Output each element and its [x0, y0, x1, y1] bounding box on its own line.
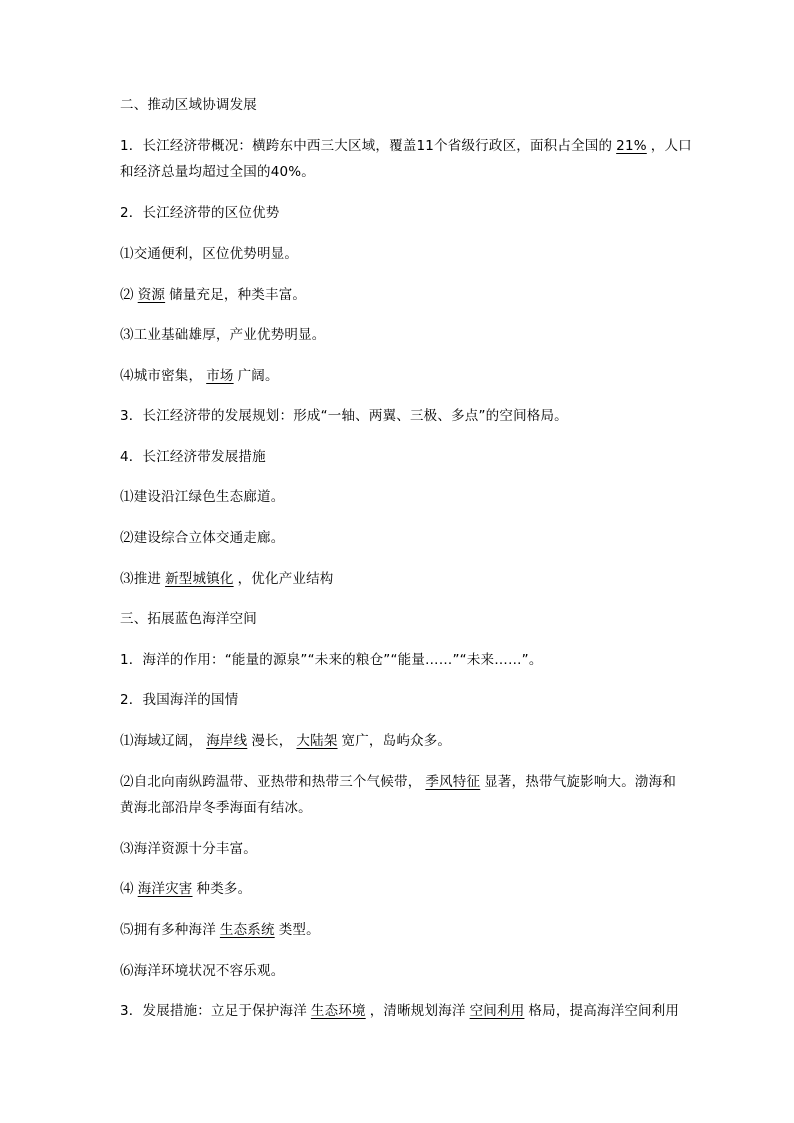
answer-blank: 市场: [206, 368, 234, 384]
item-4-2: [120, 528, 284, 548]
answer-blank: 生态环境: [310, 1003, 366, 1019]
text: 种类多。: [196, 881, 252, 897]
item-2-3: [120, 325, 326, 345]
text: 类型。: [278, 922, 320, 938]
text: 3．发展措施：立足于保护海洋: [120, 1003, 307, 1019]
answer-blank: 大陆架: [296, 733, 338, 749]
ocean-paragraph-2-title: [120, 690, 238, 710]
paragraph-3: [120, 406, 568, 426]
text: 3．长江经济带的发展规划：形成“一轴、两翼、三极、多点”的空间格局。: [120, 408, 568, 424]
text: ⑶推进: [120, 571, 162, 587]
answer-blank: 生态系统: [219, 922, 275, 938]
text: ⑶工业基础雄厚，产业优势明显。: [120, 327, 326, 343]
text: 1．海洋的作用：“能量的源泉”“未来的粮仓”“能量……”“未来……”。: [120, 652, 543, 668]
text: ⑴建设沿江绿色生态廊道。: [120, 489, 285, 505]
heading-text: 三、拓展蓝色海洋空间: [120, 611, 257, 627]
answer-blank: 海岸线: [206, 733, 248, 749]
answer-blank: 季风特征: [425, 774, 481, 790]
ocean-paragraph-1: [120, 650, 543, 670]
answer-blank: 21%: [616, 138, 647, 154]
item-4-1: [120, 487, 284, 507]
paragraph-1-line-1: [120, 136, 692, 156]
text: ⑶海洋资源十分丰富。: [120, 841, 257, 857]
answer-blank: 空间利用: [469, 1003, 525, 1019]
ocean-item-1: [120, 731, 451, 751]
text: ⑴海域辽阔，: [120, 733, 203, 749]
ocean-item-4: [120, 879, 251, 899]
answer-blank: 新型城镇化: [165, 571, 234, 587]
text: 黄海北部沿岸冬季海面有结冰。: [120, 800, 312, 816]
text: ⑷: [120, 881, 134, 897]
text: ⑴交通便利，区位优势明显。: [120, 246, 299, 262]
ocean-item-3: [120, 839, 257, 859]
text: ⑵: [120, 287, 134, 303]
ocean-item-6: [120, 961, 284, 981]
text: ⑹海洋环境状况不容乐观。: [120, 963, 285, 979]
text: 和经济总量均超过全国的40%。: [120, 164, 316, 180]
text: ，人口: [650, 138, 692, 154]
text: ，优化产业结构: [237, 571, 334, 587]
item-4-3: [120, 569, 334, 589]
item-2-2: [120, 285, 306, 305]
item-2-1: [120, 244, 298, 264]
text: 漫长，: [251, 733, 293, 749]
ocean-item-2-line-1: [120, 772, 676, 792]
text: ⑵自北向南纵跨温带、亚热带和热带三个气候带，: [120, 774, 422, 790]
ocean-item-2-line-2: [120, 798, 312, 818]
ocean-item-5: [120, 920, 320, 940]
answer-blank: 资源: [137, 287, 166, 303]
answer-blank: 海洋灾害: [137, 881, 193, 897]
text: 格局，提高海洋空间利用: [528, 1003, 680, 1019]
section-heading-ocean: [120, 609, 257, 629]
text: 显著，热带气旋影响大。渤海和: [484, 774, 677, 790]
item-2-4: [120, 366, 279, 386]
text: 2．我国海洋的国情: [120, 692, 239, 708]
text: 广阔。: [237, 368, 279, 384]
text: 宽广，岛屿众多。: [341, 733, 452, 749]
paragraph-4-title: [120, 447, 266, 467]
text: ⑸拥有多种海洋: [120, 922, 216, 938]
paragraph-1-line-2: [120, 162, 315, 182]
heading-text: 二、推动区域协调发展: [120, 97, 257, 113]
text: ⑷城市密集，: [120, 368, 203, 384]
section-heading-regional: [120, 95, 257, 115]
text: 4．长江经济带发展措施: [120, 449, 266, 465]
text: ，清晰规划海洋: [369, 1003, 466, 1019]
text: 1．长江经济带概况：横跨东中西三大区域，覆盖11个省级行政区，面积占全国的: [120, 138, 613, 154]
text: 储量充足，种类丰富。: [169, 287, 307, 303]
paragraph-2-title: [120, 203, 280, 223]
text: ⑵建设综合立体交通走廊。: [120, 530, 285, 546]
ocean-paragraph-3: [120, 1001, 679, 1021]
text: 2．长江经济带的区位优势: [120, 205, 280, 221]
